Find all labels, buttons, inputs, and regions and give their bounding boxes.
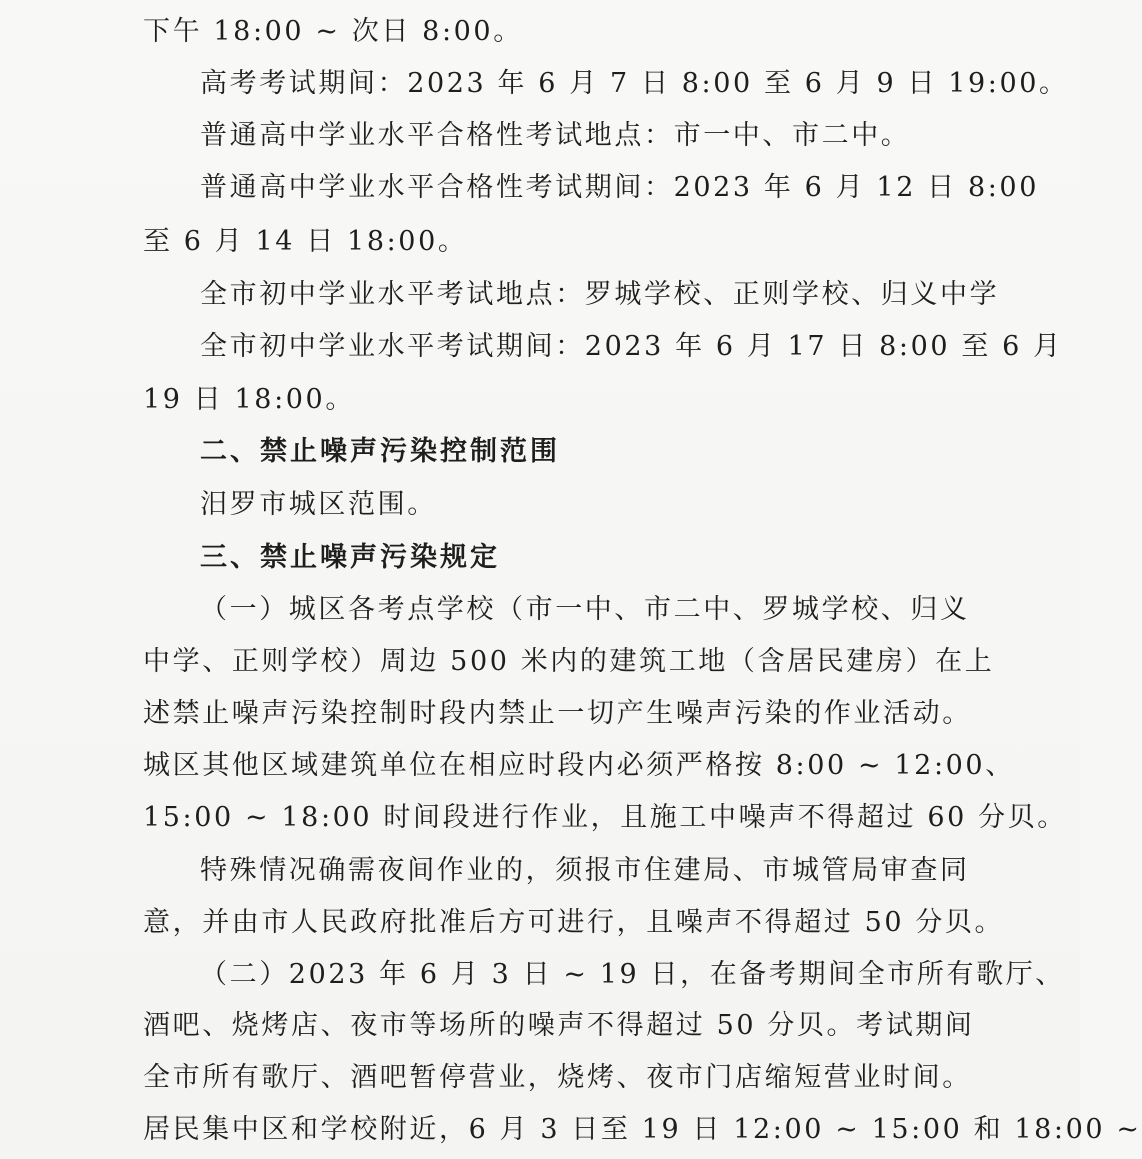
text-line: 全市初中学业水平考试期间：2023 年 6 月 17 日 8:00 至 6 月 <box>200 331 1063 362</box>
section-heading: 三、禁止噪声污染规定 <box>200 542 500 573</box>
text-line: 下午 18:00 ~ 次日 8:00。 <box>143 16 523 47</box>
text-line: 意，并由市人民政府批准后方可进行，且噪声不得超过 50 分贝。 <box>143 907 1005 938</box>
text-line: 酒吧、烧烤店、夜市等场所的噪声不得超过 50 分贝。考试期间 <box>143 1010 975 1041</box>
text-line: 汨罗市城区范围。 <box>200 489 437 520</box>
text-line: 中学、正则学校）周边 500 米内的建筑工地（含居民建房）在上 <box>143 646 995 677</box>
text-line: 普通高中学业水平合格性考试地点：市一中、市二中。 <box>200 120 911 151</box>
text-line: 述禁止噪声污染控制时段内禁止一切产生噪声污染的作业活动。 <box>143 698 972 729</box>
text-line: 高考考试期间：2023 年 6 月 7 日 8:00 至 6 月 9 日 19:00。 <box>200 68 1069 99</box>
text-line: 至 6 月 14 日 18:00。 <box>143 226 468 257</box>
text-line: 城区其他区域建筑单位在相应时段内必须严格按 8:00 ~ 12:00、 <box>143 750 1015 781</box>
text-line: 特殊情况确需夜间作业的，须报市住建局、市城管局审查同 <box>200 855 970 886</box>
text-line: 居民集中区和学校附近，6 月 3 日至 19 日 12:00 ~ 15:00 和 18:00 ~ <box>143 1114 1142 1145</box>
text-line: 全市所有歌厅、酒吧暂停营业，烧烤、夜市门店缩短营业时间。 <box>143 1062 972 1093</box>
text-line: 全市初中学业水平考试地点：罗城学校、正则学校、归义中学 <box>200 279 1000 310</box>
text-line: （二）2023 年 6 月 3 日 ~ 19 日，在备考期间全市所有歌厅、 <box>200 959 1065 990</box>
text-line: 普通高中学业水平合格性考试期间：2023 年 6 月 12 日 8:00 <box>200 172 1039 203</box>
section-heading: 二、禁止噪声污染控制范围 <box>200 436 560 467</box>
text-line: 19 日 18:00。 <box>143 384 355 415</box>
text-line: 15:00 ~ 18:00 时间段进行作业，且施工中噪声不得超过 60 分贝。 <box>143 802 1067 833</box>
text-line: （一）城区各考点学校（市一中、市二中、罗城学校、归义 <box>200 594 970 625</box>
